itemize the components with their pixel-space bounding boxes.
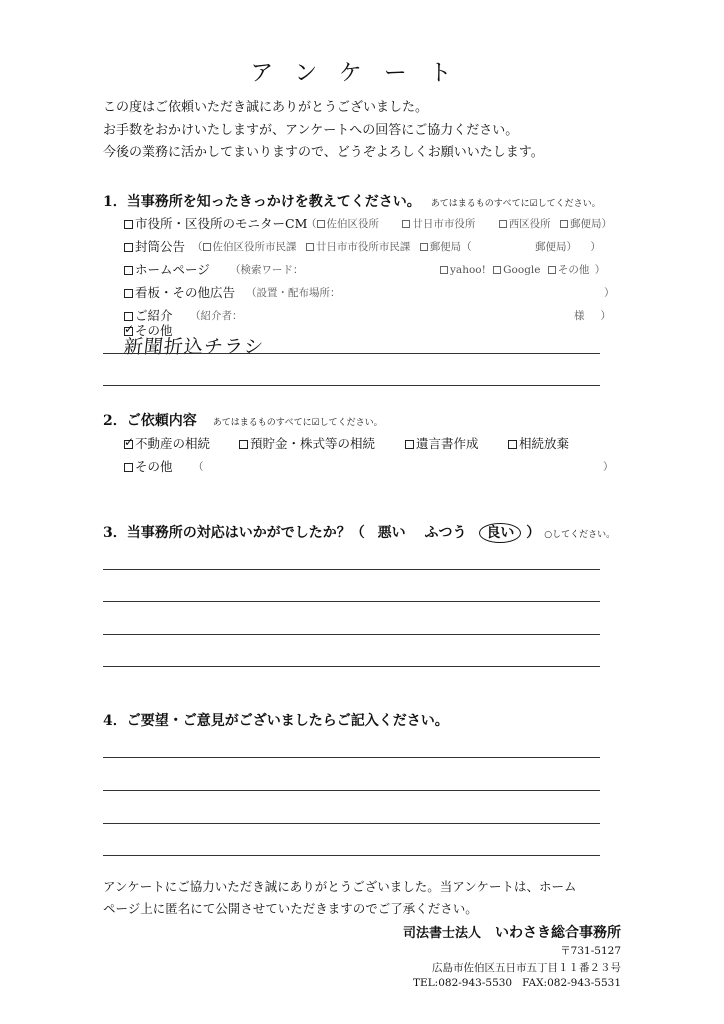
paren: （ <box>192 241 203 253</box>
q3-choice-bad[interactable]: 悪い <box>377 525 406 541</box>
checkbox-hatsukaichi-office[interactable] <box>402 220 410 228</box>
office-postal: 〒731-5127 <box>560 945 621 957</box>
office-tel: TEL:082-943-5530 <box>413 977 513 989</box>
answer-line <box>103 569 600 570</box>
q3-close: ） <box>526 525 541 541</box>
q3-heading-text: 3．当事務所の対応はいかがでしたか？（ <box>103 525 365 541</box>
q4-heading: 4．ご要望・ご意見がございましたらご記入ください。 <box>103 713 449 729</box>
checkbox-homepage[interactable] <box>124 266 133 275</box>
sub-label: yahoo! <box>450 264 486 276</box>
q1-option-signboard[interactable] <box>124 283 235 301</box>
q1-heading <box>103 191 601 211</box>
q1-option-label: ホームページ <box>135 262 210 277</box>
q1-note: あてはまるものすべてに☑してください。 <box>430 199 601 209</box>
checkbox-search-other[interactable] <box>548 266 556 274</box>
answer-line <box>103 385 600 386</box>
sub-label: 廿日市市役所 <box>412 218 476 230</box>
intro-text <box>103 97 544 165</box>
q2-heading <box>103 410 383 430</box>
answer-line <box>103 823 600 824</box>
paren: ） <box>594 264 606 276</box>
intro-line: お手数をおかけいたしますが、アンケートへの回答にご協力ください。 <box>103 122 519 138</box>
checkbox-real-estate-checked[interactable] <box>124 440 133 449</box>
q2-option-label: 相続放棄 <box>519 436 570 451</box>
q2-option-renounce[interactable] <box>508 434 569 452</box>
q3-choice-normal[interactable]: ふつう <box>424 525 467 541</box>
answer-line <box>103 353 600 354</box>
answer-line <box>103 855 600 856</box>
sub-label: 佐伯区役所市民課 <box>212 241 297 253</box>
checkbox-savings[interactable] <box>239 440 248 449</box>
q2-option-other[interactable] <box>124 457 173 475</box>
q2-option-real-estate[interactable] <box>124 434 210 452</box>
q1-sub-place <box>246 285 341 300</box>
closing-text <box>103 876 577 920</box>
q1-sub-search <box>230 262 304 277</box>
checkbox-hatsukaichi-citizens[interactable] <box>306 243 314 251</box>
checkbox-envelope[interactable] <box>124 243 133 252</box>
closing-line: アンケートにご協力いただき誠にありがとうございました。当アンケートは、ホーム <box>103 879 577 894</box>
checkbox-saeki-office[interactable] <box>317 220 325 228</box>
q1-option-label: 看板・その他広告 <box>135 285 236 300</box>
q2-paren-close: ） <box>603 461 614 473</box>
checkbox-saeki-citizens[interactable] <box>203 243 211 251</box>
closing-line: ページ上に匿名にて公開させていただきますのでご了承ください。 <box>103 901 478 916</box>
q1-option-monitor-cm[interactable] <box>124 214 307 232</box>
q3-choice-good-selected[interactable]: 良い <box>479 523 521 543</box>
answer-line <box>103 666 600 667</box>
q2-note: あてはまるものすべてに☑してください。 <box>212 418 383 428</box>
office-contact <box>413 977 621 989</box>
q3-heading <box>103 522 615 543</box>
checkbox-signboard[interactable] <box>124 289 133 298</box>
office-name: いわさき総合事務所 <box>495 925 621 941</box>
office-fax: FAX:082-943-5531 <box>522 977 621 989</box>
answer-line <box>103 601 600 602</box>
checkbox-yahoo[interactable] <box>440 266 448 274</box>
paren: ） <box>604 287 615 299</box>
sub-label: （紹介者： <box>190 310 243 322</box>
q2-option-label: 預貯金・株式等の相続 <box>250 436 376 451</box>
sub-label: 廿日市市役所市民課 <box>315 241 411 253</box>
sub-label: Google <box>503 264 541 276</box>
checkbox-referral[interactable] <box>124 312 133 321</box>
q1-other-answer[interactable]: 新聞折込チラシ <box>122 336 266 358</box>
sub-label: 郵便局（ <box>429 241 472 253</box>
sub-label: （検索ワード： <box>230 264 304 276</box>
checkbox-google[interactable] <box>493 266 501 274</box>
intro-line: 今後の業務に活かしてまいりますので、どうぞよろしくお願いいたします。 <box>103 145 544 160</box>
q1-sub-locations: （ 佐伯区役所 廿日市市役所 西区役所 郵便局） <box>306 218 613 230</box>
sub-label: その他 <box>557 264 590 276</box>
q1-option-envelope[interactable] <box>124 237 185 255</box>
q1-sub-envelope <box>192 239 601 254</box>
sub-label: （設置・配布場所： <box>246 287 341 299</box>
checkbox-nishi-office[interactable] <box>499 220 507 228</box>
q2-option-label: 遺言書作成 <box>416 436 479 451</box>
sub-label: 佐伯区役所 <box>326 218 379 230</box>
answer-line <box>103 790 600 791</box>
office-type: 司法書士法人 <box>402 926 481 941</box>
q2-option-savings[interactable] <box>239 434 375 452</box>
q2-option-will[interactable] <box>405 434 479 452</box>
q1-sub-place-close <box>604 285 615 300</box>
checkbox-will[interactable] <box>405 440 414 449</box>
q1-sub-engines <box>440 262 605 277</box>
checkbox-post-office[interactable] <box>560 220 568 228</box>
paren: ） <box>600 310 611 322</box>
q1-option-label: 市役所・区役所のモニターCM <box>135 216 308 231</box>
q2-option-label: その他 <box>135 459 173 474</box>
q1-option-homepage[interactable] <box>124 260 210 278</box>
q1-heading-text: 1．当事務所を知ったきっかけを教えてください。 <box>103 194 421 210</box>
sub-label: 西区役所 <box>508 218 551 230</box>
q2-heading-text: 2．ご依頼内容 <box>103 413 197 429</box>
checkbox-post-office-2[interactable] <box>420 243 428 251</box>
answer-line <box>103 757 600 758</box>
answer-line <box>103 634 600 635</box>
office-name-line <box>403 922 621 942</box>
sub-label: 郵便局） <box>535 241 578 253</box>
q1-sub-referrer <box>190 308 243 323</box>
office-address: 広島市佐伯区五日市五丁目１１番２３号 <box>432 962 621 974</box>
q2-paren-open: （ <box>193 461 204 473</box>
q1-option-label: 封筒公告 <box>135 239 186 254</box>
paren: ） <box>590 241 601 253</box>
q1-option-label: その他 <box>135 323 173 338</box>
checkbox-q2-other[interactable] <box>124 463 133 472</box>
checkbox-renounce[interactable] <box>508 440 517 449</box>
q1-sub-sama <box>574 308 611 323</box>
q2-option-label: 不動産の相続 <box>135 436 211 451</box>
q1-option-label: ご紹介 <box>135 308 173 323</box>
intro-line: この度はご依頼いただき誠にありがとうございました。 <box>103 100 429 115</box>
page-title: アンケート <box>250 60 474 86</box>
sub-label: 郵便局） <box>570 218 613 230</box>
q3-note: ○してください。 <box>544 530 616 540</box>
sub-label: 様 <box>574 310 585 322</box>
checkbox-monitor-cm[interactable] <box>124 220 133 229</box>
